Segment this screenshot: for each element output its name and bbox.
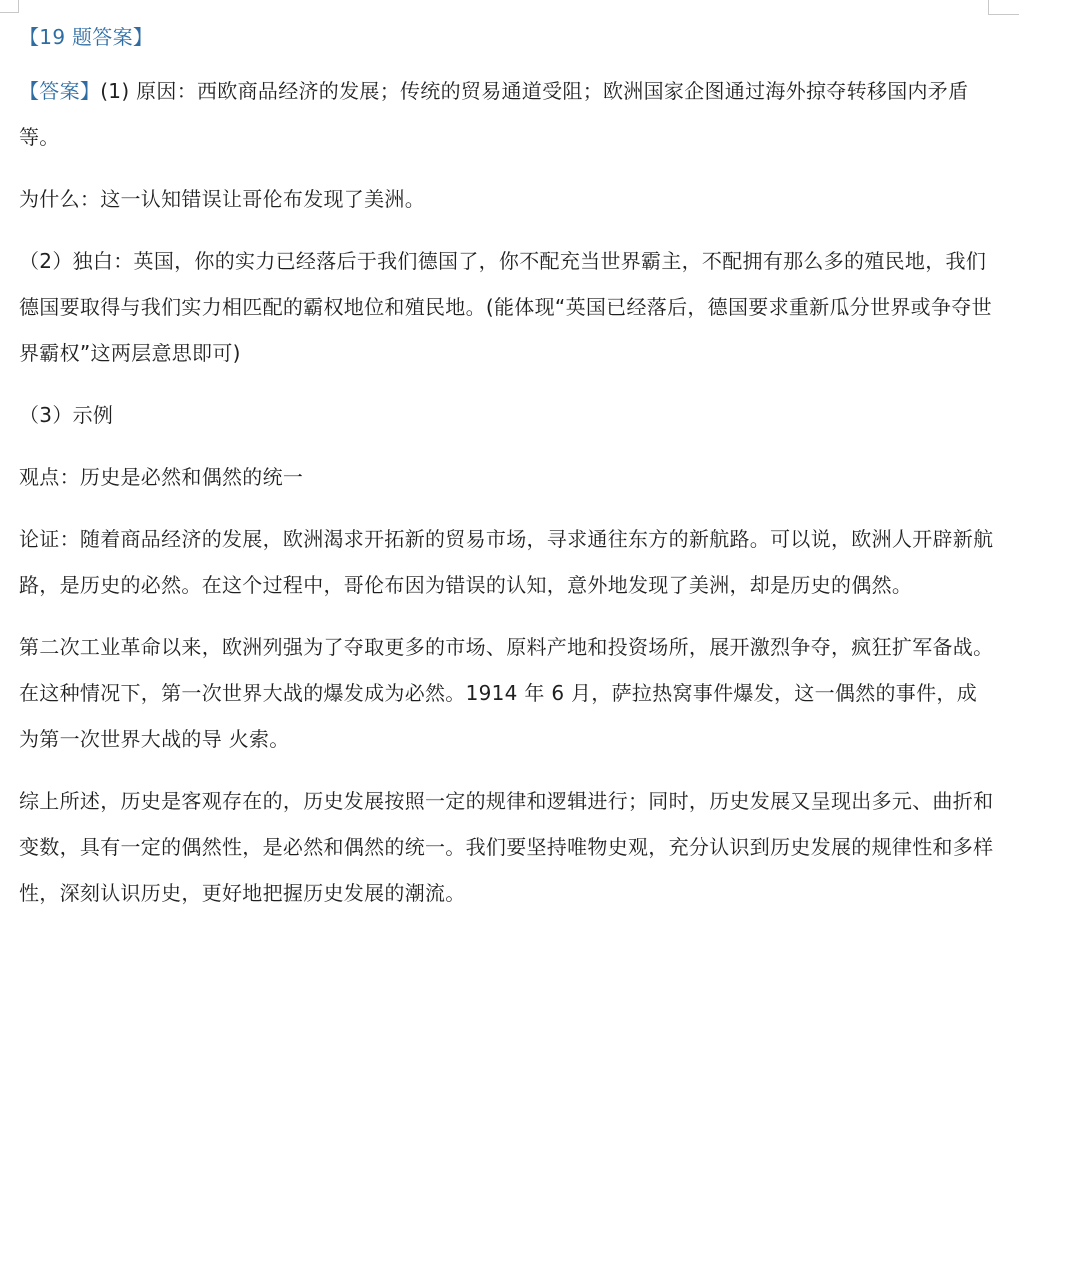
answer-conclusion: [19, 778, 994, 916]
answer-part-1-reason: [19, 68, 994, 160]
page-corner-mark-left: [0, 0, 19, 13]
answer-argument: [19, 516, 994, 608]
paragraph-text: （2）独白：英国，你的实力已经落后于我们德国了，你不配充当世界霸主，不配拥有那么多的殖民地，我们德国要取得与我们实力相匹配的霸权地位和殖民地。(能体现“英国已经落后，德国要求重新瓜分世界或争夺世界霸权”这两层意思即可): [19, 249, 992, 365]
answer-heading: 【19 题答案】: [19, 25, 154, 49]
answer-argument-ww1: [19, 624, 994, 762]
document-body: [19, 22, 994, 932]
answer-part-1-why: [19, 176, 994, 222]
paragraph-text: 为什么：这一认知错误让哥伦布发现了美洲。: [19, 187, 425, 211]
paragraph-text: 论证：随着商品经济的发展，欧洲渴求开拓新的贸易市场，寻求通往东方的新航路。可以说，欧洲人开辟新航路，是历史的必然。在这个过程中，哥伦布因为错误的认知，意外地发现了美洲，却是历史的偶然。: [19, 527, 994, 597]
answer-part-3-label: [19, 392, 994, 438]
answer-part-2-monologue: [19, 238, 994, 376]
answer-tag: 【答案】: [19, 79, 101, 103]
answer-viewpoint: [19, 454, 994, 500]
page-corner-mark-right: [988, 0, 1019, 15]
paragraph-text: （3）示例: [19, 403, 114, 427]
paragraph-text: (1) 原因：西欧商品经济的发展；传统的贸易通道受阻；欧洲国家企图通过海外掠夺转移国内矛盾等。: [19, 79, 969, 149]
paragraph-text: 第二次工业革命以来，欧洲列强为了夺取更多的市场、原料产地和投资场所，展开激烈争夺，疯狂扩军备战。在这种情况下，第一次世界大战的爆发成为必然。1914 年 6 月，萨拉热窝事件爆发，这一偶然的事件，成为第一次世界大战的导 火索。: [19, 635, 994, 751]
paragraph-text: 综上所述，历史是客观存在的，历史发展按照一定的规律和逻辑进行；同时，历史发展又呈现出多元、曲折和变数，具有一定的偶然性，是必然和偶然的统一。我们要坚持唯物史观，充分认识到历史发展的规律性和多样性，深刻认识历史，更好地把握历史发展的潮流。: [19, 789, 994, 905]
paragraph-text: 观点：历史是必然和偶然的统一: [19, 465, 304, 489]
